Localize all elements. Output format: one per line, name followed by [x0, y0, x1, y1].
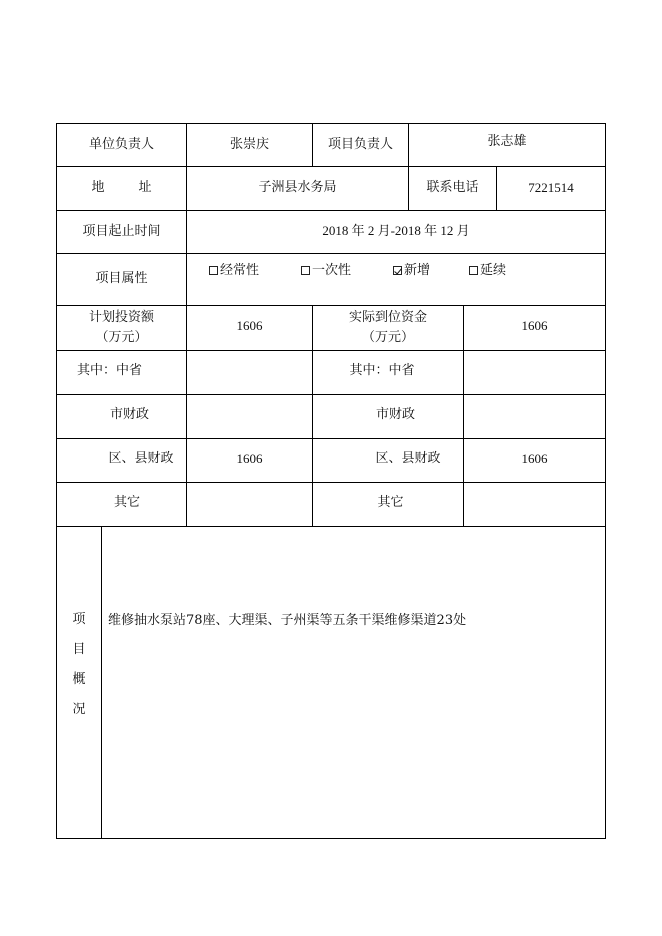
attribute-option-continue[interactable] [469, 262, 506, 280]
attribute-option-regular[interactable] [209, 262, 259, 280]
city-label: 市财政 [109, 406, 149, 422]
province-label: 其中：中省 [76, 362, 142, 378]
attribute-option-new[interactable] [393, 262, 430, 280]
grid-line [56, 526, 606, 527]
plan-invest-label [57, 306, 186, 350]
grid-line [101, 526, 102, 838]
overview-label-char: 项 [72, 612, 86, 627]
plan-invest-value: 1606 [236, 317, 263, 333]
grid-line [56, 838, 606, 839]
address-value: 子洲县水务局 [258, 180, 337, 196]
province-plan [187, 351, 312, 394]
period-value: 2018 年 2 月-2018 年 12 月 [322, 222, 470, 238]
attribute-option-label: 一次性 [312, 262, 352, 278]
project-leader-value: 张志雄 [487, 133, 527, 149]
unit-leader-value: 张崇庆 [229, 136, 269, 152]
checkbox-icon[interactable] [469, 266, 478, 275]
attribute-option-onetime[interactable] [301, 262, 351, 280]
address-label-char-2: 址 [138, 180, 152, 196]
address-label [57, 167, 186, 210]
period-label: 项目起止时间 [82, 223, 161, 239]
actual-funds-label-line1: 实际到位资金 [348, 310, 427, 325]
overview-label-char: 目 [72, 642, 86, 657]
city-actual [464, 395, 605, 438]
other-plan [187, 483, 312, 526]
other-actual-label: 其它 [377, 494, 404, 510]
actual-funds-label-line2: （万元） [361, 330, 414, 345]
checkbox-icon[interactable] [393, 266, 402, 275]
attribute-options [187, 254, 605, 288]
actual-funds-label [313, 306, 463, 350]
overview-label-char: 况 [72, 702, 86, 717]
address-label-char-1: 地 [91, 180, 105, 196]
overview-label [57, 605, 101, 729]
attribute-option-label: 新增 [404, 262, 431, 278]
attribute-label: 项目属性 [95, 271, 148, 287]
grid-line [605, 123, 606, 839]
unit-leader-label: 单位负责人 [88, 136, 154, 152]
overview-label-char: 概 [72, 672, 86, 687]
plan-invest-label-line2: （万元） [95, 330, 148, 345]
county-label: 区、县财政 [108, 450, 174, 466]
city-plan [187, 395, 312, 438]
county-actual: 1606 [521, 450, 548, 466]
attribute-option-label: 延续 [480, 262, 507, 278]
checkbox-icon[interactable] [301, 266, 310, 275]
province-actual [464, 351, 605, 394]
actual-funds-value: 1606 [521, 317, 548, 333]
county-plan: 1606 [236, 450, 263, 466]
province-actual-label: 其中：中省 [349, 362, 415, 378]
county-actual-label: 区、县财政 [375, 450, 441, 466]
attribute-option-label: 经常性 [220, 262, 260, 278]
phone-value: 7221514 [528, 180, 574, 196]
city-actual-label: 市财政 [375, 406, 415, 422]
overview-text: 维修抽水泵站78座、大理渠、子州渠等五条干渠维修渠道23处 [108, 612, 467, 628]
plan-invest-label-line1: 计划投资额 [88, 310, 154, 325]
other-actual [464, 483, 605, 526]
phone-label: 联系电话 [426, 180, 479, 196]
project-leader-label: 项目负责人 [327, 136, 393, 152]
other-label: 其它 [113, 494, 140, 510]
checkbox-icon[interactable] [209, 266, 218, 275]
